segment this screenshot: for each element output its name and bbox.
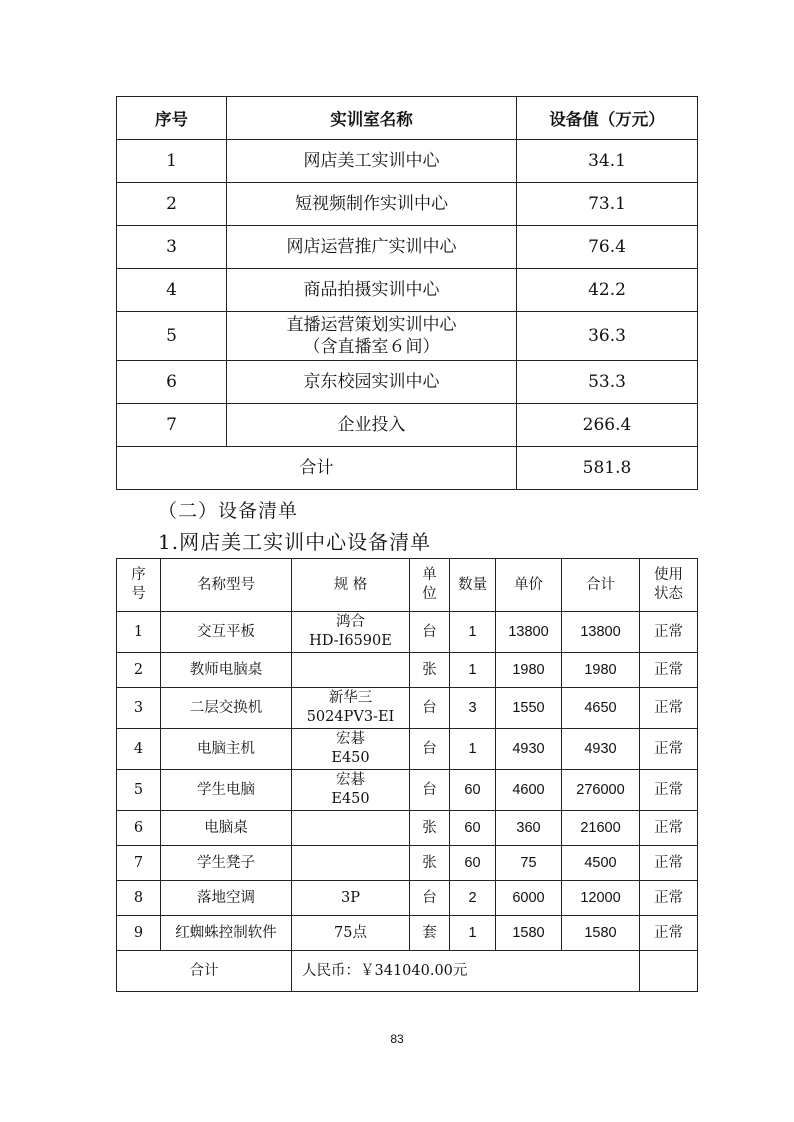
col-header-no-line2: 号 [131, 586, 146, 602]
cell-value: 76.4 [517, 226, 698, 269]
cell-qty: 60 [450, 811, 496, 846]
cell-spec-line2: HD-I6590E [309, 633, 392, 649]
table-total-row [117, 447, 698, 490]
cell-lab-name [227, 312, 517, 361]
table-row [117, 729, 698, 770]
col-header-status-line1: 使用 [654, 567, 683, 583]
table-row [117, 269, 698, 312]
col-header-value: 设备值（万元） [517, 97, 698, 140]
cell-spec-line2: 5024PV3-EI [306, 709, 395, 725]
cell-unit: 台 [410, 729, 450, 770]
cell-spec-line2: E450 [331, 791, 370, 807]
cell-unit: 张 [410, 653, 450, 688]
cell-no: 6 [117, 361, 227, 404]
cell-price: 1980 [496, 653, 562, 688]
col-header-no: 序号 [117, 97, 227, 140]
table-row [117, 612, 698, 653]
table-row [117, 846, 698, 881]
total-label: 合计 [117, 951, 292, 992]
table-header-row [117, 559, 698, 612]
cell-name: 落地空调 [161, 881, 292, 916]
cell-unit: 台 [410, 770, 450, 811]
cell-name: 学生电脑 [161, 770, 292, 811]
cell-spec-line1: 鸿合 [336, 614, 365, 630]
col-header-total: 合计 [562, 559, 640, 612]
cell-qty: 1 [450, 916, 496, 951]
cell-total: 4930 [562, 729, 640, 770]
col-header-unit-line1: 单 [422, 567, 437, 583]
col-header-spec: 规 格 [292, 559, 410, 612]
cell-status: 正常 [640, 653, 698, 688]
cell-name: 教师电脑桌 [161, 653, 292, 688]
cell-qty: 3 [450, 688, 496, 729]
table-row [117, 811, 698, 846]
cell-qty: 1 [450, 612, 496, 653]
cell-name: 二层交换机 [161, 688, 292, 729]
table-header-row [117, 97, 698, 140]
cell-unit: 台 [410, 688, 450, 729]
cell-price: 6000 [496, 881, 562, 916]
cell-spec [292, 811, 410, 846]
cell-total: 21600 [562, 811, 640, 846]
cell-total: 4500 [562, 846, 640, 881]
cell-status: 正常 [640, 612, 698, 653]
cell-price: 4930 [496, 729, 562, 770]
cell-total: 12000 [562, 881, 640, 916]
cell-no: 8 [117, 881, 161, 916]
col-header-unit-line2: 位 [422, 586, 437, 602]
cell-no: 6 [117, 811, 161, 846]
table-row [117, 881, 698, 916]
cell-no: 5 [117, 312, 227, 361]
cell-value: 73.1 [517, 183, 698, 226]
cell-total: 1980 [562, 653, 640, 688]
col-header-unit [410, 559, 450, 612]
cell-spec [292, 653, 410, 688]
total-empty-cell [640, 951, 698, 992]
cell-lab-name: 京东校园实训中心 [227, 361, 517, 404]
cell-no: 9 [117, 916, 161, 951]
table-row [117, 404, 698, 447]
cell-name: 电脑主机 [161, 729, 292, 770]
cell-value: 36.3 [517, 312, 698, 361]
cell-no: 2 [117, 653, 161, 688]
cell-no: 4 [117, 729, 161, 770]
cell-price: 13800 [496, 612, 562, 653]
table-row [117, 916, 698, 951]
cell-spec-line1: 宏碁 [336, 731, 365, 747]
cell-status: 正常 [640, 881, 698, 916]
page-number: 83 [390, 1032, 404, 1046]
cell-no: 4 [117, 269, 227, 312]
cell-price: 4600 [496, 770, 562, 811]
table-row [117, 653, 698, 688]
cell-spec-line1: 宏碁 [336, 772, 365, 788]
cell-lab-name-line2: （含直播室６间） [303, 337, 440, 357]
cell-spec [292, 846, 410, 881]
col-header-qty: 数量 [450, 559, 496, 612]
cell-spec-line1: 新华三 [328, 690, 373, 706]
col-header-no-line1: 序 [131, 567, 146, 583]
cell-total: 4650 [562, 688, 640, 729]
cell-spec: 3P [292, 881, 410, 916]
cell-spec [292, 729, 410, 770]
table-row [117, 140, 698, 183]
cell-lab-name-line1: 直播运营策划实训中心 [286, 315, 457, 335]
lab-equipment-value-table [116, 96, 698, 490]
cell-total: 1580 [562, 916, 640, 951]
col-header-no [117, 559, 161, 612]
cell-lab-name: 企业投入 [227, 404, 517, 447]
cell-no: 1 [117, 140, 227, 183]
cell-status: 正常 [640, 770, 698, 811]
cell-unit: 张 [410, 811, 450, 846]
cell-unit: 套 [410, 916, 450, 951]
cell-no: 7 [117, 404, 227, 447]
table-row [117, 770, 698, 811]
cell-lab-name: 商品拍摄实训中心 [227, 269, 517, 312]
cell-qty: 2 [450, 881, 496, 916]
cell-status: 正常 [640, 811, 698, 846]
cell-value: 42.2 [517, 269, 698, 312]
cell-lab-name: 网店运营推广实训中心 [227, 226, 517, 269]
sub-heading: 1.网店美工实训中心设备清单 [158, 530, 432, 554]
cell-name: 红蜘蛛控制软件 [161, 916, 292, 951]
cell-no: 3 [117, 226, 227, 269]
cell-qty: 1 [450, 729, 496, 770]
col-header-price: 单价 [496, 559, 562, 612]
cell-unit: 台 [410, 612, 450, 653]
cell-value: 34.1 [517, 140, 698, 183]
cell-price: 1580 [496, 916, 562, 951]
cell-total: 276000 [562, 770, 640, 811]
total-value: 人民币：￥341040.00元 [292, 951, 640, 992]
cell-no: 1 [117, 612, 161, 653]
cell-qty: 1 [450, 653, 496, 688]
col-header-lab-name: 实训室名称 [227, 97, 517, 140]
cell-status: 正常 [640, 688, 698, 729]
section-heading: （二）设备清单 [158, 500, 299, 522]
cell-name: 电脑桌 [161, 811, 292, 846]
table-row [117, 688, 698, 729]
table-row [117, 361, 698, 404]
cell-value: 53.3 [517, 361, 698, 404]
cell-name: 交互平板 [161, 612, 292, 653]
cell-value: 266.4 [517, 404, 698, 447]
table-total-row [117, 951, 698, 992]
cell-status: 正常 [640, 846, 698, 881]
cell-no: 3 [117, 688, 161, 729]
table-row [117, 312, 698, 361]
cell-lab-name: 网店美工实训中心 [227, 140, 517, 183]
cell-total: 13800 [562, 612, 640, 653]
total-value: 581.8 [517, 447, 698, 490]
cell-no: 7 [117, 846, 161, 881]
cell-spec [292, 688, 410, 729]
cell-lab-name: 短视频制作实训中心 [227, 183, 517, 226]
cell-unit: 台 [410, 881, 450, 916]
cell-no: 5 [117, 770, 161, 811]
cell-spec: 75点 [292, 916, 410, 951]
cell-name: 学生凳子 [161, 846, 292, 881]
col-header-name: 名称型号 [161, 559, 292, 612]
cell-spec [292, 612, 410, 653]
cell-unit: 张 [410, 846, 450, 881]
cell-price: 360 [496, 811, 562, 846]
cell-price: 75 [496, 846, 562, 881]
cell-spec-line2: E450 [331, 750, 370, 766]
cell-price: 1550 [496, 688, 562, 729]
cell-status: 正常 [640, 916, 698, 951]
equipment-list-table [116, 558, 698, 992]
table-row [117, 226, 698, 269]
cell-no: 2 [117, 183, 227, 226]
col-header-status [640, 559, 698, 612]
table-row [117, 183, 698, 226]
cell-status: 正常 [640, 729, 698, 770]
cell-qty: 60 [450, 770, 496, 811]
cell-spec [292, 770, 410, 811]
cell-qty: 60 [450, 846, 496, 881]
total-label: 合计 [117, 447, 517, 490]
col-header-status-line2: 状态 [654, 586, 683, 602]
